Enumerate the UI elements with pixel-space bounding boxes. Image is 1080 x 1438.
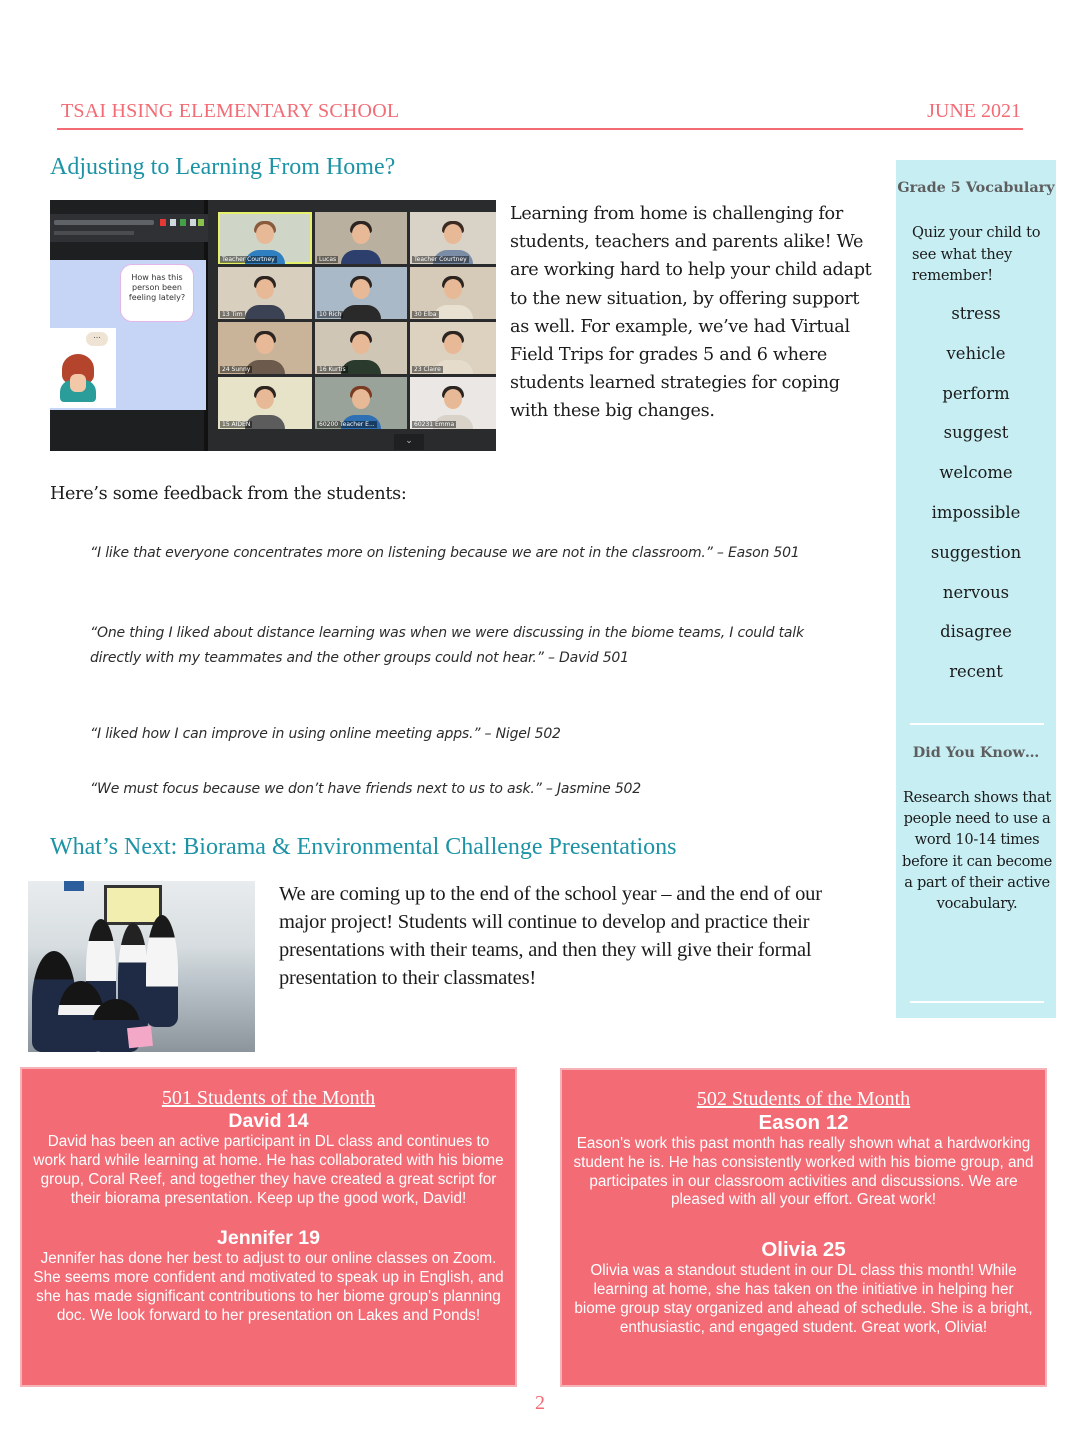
child-hands	[70, 374, 86, 392]
url-bar	[54, 220, 154, 225]
extension-icons	[160, 219, 204, 226]
shared-screen	[50, 200, 208, 451]
participant-tile	[410, 212, 496, 264]
projector-screen	[104, 885, 162, 925]
participant-tile	[315, 322, 407, 374]
page-number: 2	[535, 1392, 545, 1414]
did-you-know-text: Research shows that people need to use a word 10-14 times before it can become a part of their active vocabulary.	[902, 789, 1052, 913]
participant-tile	[218, 322, 312, 374]
feedback-lead: Here’s some feedback from the students:	[50, 484, 407, 504]
participant-tile	[218, 212, 312, 264]
vocab-word: nervous	[942, 582, 1010, 602]
browser-toolbar	[50, 214, 208, 242]
participant-name: Teacher Courtney	[414, 256, 467, 263]
som-heading: 502 Students of the Month	[696, 1088, 911, 1110]
student-description: Olivia was a standout student in our DL class this month! While learning at home, she has taken on the initiative in helping her biome group stay organized and ahead of schedule. She is a bright, enthusiastic, and engaged student. Great work, Olivia!	[574, 1262, 1033, 1336]
participant-grid	[218, 212, 496, 434]
vocab-word: suggest	[943, 423, 1009, 443]
classroom-photo	[28, 881, 255, 1052]
divider	[910, 1001, 1044, 1003]
classroom-tv	[64, 881, 84, 891]
vocab-word: perform	[942, 383, 1010, 403]
vocab-word: impossible	[931, 502, 1021, 522]
student-quote: “I liked how I can improve in using online meeting apps.” – Nigel 502	[90, 726, 561, 742]
participant-name: 23 Claire	[414, 366, 441, 373]
vocab-word: suggestion	[930, 542, 1022, 562]
chevron-down-icon: ⌄	[394, 434, 424, 450]
intro-paragraph: Learning from home is challenging for students, teachers and parents alike! We are working hard to help your child adapt to the new situation, by offering support as well. For example, we’ve had Virtual Field Trips for grades 5 and 6 where students learned strategies for coping with these big changes.	[510, 204, 872, 422]
students-of-month-502	[560, 1068, 1047, 1387]
sad-child-illustration	[50, 328, 116, 408]
participant-name: 24 Sunny	[222, 366, 251, 373]
student-description: Eason's work this past month has really shown what a hardworking student he is. He has consistently worked with his biome group, and participates in our classroom activities and discussions. We are pleased with all your effort. Great work!	[573, 1135, 1034, 1209]
student-name: David 14	[228, 1110, 309, 1132]
video-call-screenshot	[50, 200, 496, 451]
student-description: Jennifer has done her best to adjust to our online classes on Zoom. She seems more confident and motivated to speak up in English, and she has made significant contributions to her biome group's planning doc. We look forward to her presentation on Lakes and Ponds!	[33, 1250, 504, 1324]
vocabulary-sidebar	[896, 160, 1056, 1018]
students-of-month-501	[20, 1067, 517, 1387]
vocab-title: Grade 5 Vocabulary	[897, 179, 1055, 196]
vocab-word: stress	[951, 304, 1001, 323]
thought-bubble-icon: ...	[86, 332, 108, 346]
section-heading-adjusting: Adjusting to Learning From Home?	[50, 154, 396, 180]
participant-name: 60231 Emma	[414, 421, 455, 428]
participant-name: 13 Tim	[222, 311, 243, 318]
vocab-word: disagree	[940, 622, 1012, 642]
page-header	[57, 98, 1023, 130]
bookmarks-bar	[54, 231, 134, 235]
student-name: Jennifer 19	[217, 1227, 320, 1249]
student-quote: “I like that everyone concentrates more on listening because we are not in the classroom.” – Eason 501	[90, 545, 800, 561]
som-heading: 501 Students of the Month	[161, 1087, 376, 1109]
participant-name: Teacher Courtney	[222, 256, 275, 263]
participant-tile	[315, 377, 407, 429]
whats-next-paragraph: We are coming up to the end of the school year – and the end of our major project! Students will continue to develop and practice their presentations with their teams, and then they will give their formal presentation to their classmates!	[279, 883, 822, 989]
participant-tile	[410, 322, 496, 374]
participant-tile	[315, 267, 407, 319]
student-figure	[146, 915, 178, 1027]
participant-name: 10 Rich	[319, 311, 342, 318]
participant-tile	[315, 212, 407, 264]
participant-name: 16 Kurtis	[319, 366, 346, 373]
did-you-know-title: Did You Know…	[912, 744, 1040, 761]
speech-bubble: How has this person been feeling lately?	[120, 264, 194, 322]
participant-tile	[410, 377, 496, 429]
student-name: Olivia 25	[761, 1238, 846, 1262]
vocab-word: vehicle	[946, 343, 1006, 363]
tablet-device	[127, 1026, 153, 1048]
vocab-word: welcome	[939, 463, 1013, 483]
participant-tile	[218, 267, 312, 319]
issue-date: JUNE 2021	[927, 100, 1021, 122]
participant-name: 60200 Teacher E...	[319, 421, 375, 428]
presentation-slide	[50, 260, 206, 410]
school-name: TSAI HSING ELEMENTARY SCHOOL	[61, 100, 400, 122]
vocab-word: recent	[949, 662, 1003, 682]
vocab-word-list	[896, 301, 1056, 699]
student-quote: “We must focus because we don’t have friends next to us to ask.” – Jasmine 502	[90, 781, 641, 797]
quiz-text: Quiz your child to see what they remember!	[912, 224, 1041, 284]
participant-name: Lucas	[319, 256, 337, 263]
participant-name: 30 Elba	[414, 311, 437, 318]
student-description: David has been an active participant in DL class and continues to work hard while learning at home. He has collaborated with his biome group, Coral Reef, and together they have created a great script for their biorama presentation. Keep up the good work, David!	[33, 1133, 504, 1207]
divider	[910, 723, 1044, 725]
participant-tile	[410, 267, 496, 319]
student-quote: “One thing I liked about distance learning was when we were discussing in the biome teams, I could talk directly with my teammates and the other groups could not hear.” – David 501	[90, 625, 804, 666]
student-name: Eason 12	[758, 1111, 849, 1134]
participant-tile	[218, 377, 312, 429]
section-heading-whats-next: What’s Next: Biorama & Environmental Challenge Presentations	[50, 834, 677, 860]
participant-name: 15 AIDEN	[222, 421, 251, 428]
